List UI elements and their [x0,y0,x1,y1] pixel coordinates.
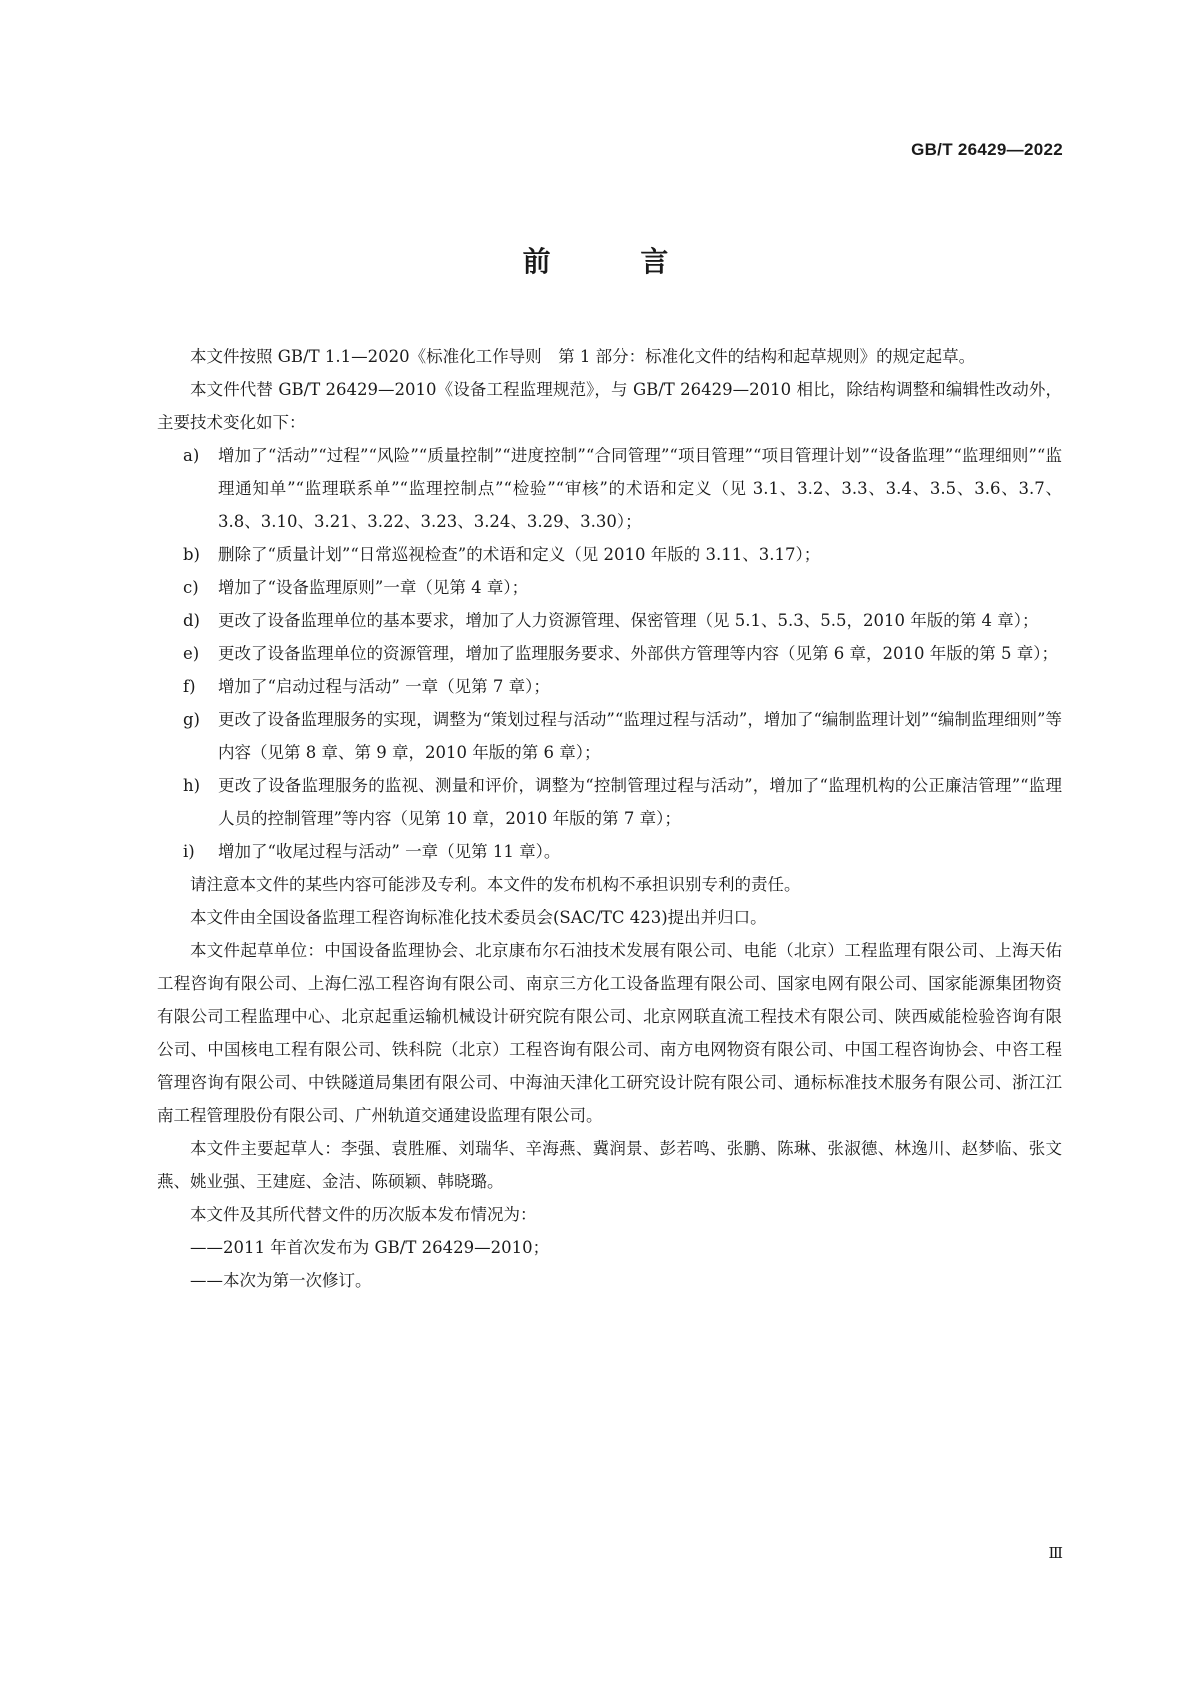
list-marker: a) [183,446,200,465]
list-item-text: 更改了设备监理服务的实现，调整为“策划过程与活动”“监理过程与活动”，增加了“编制监理计划”“编制监理细则”等内容（见第 8 章、第 9 章，2010 年版的第 6 章）； [218,710,1062,762]
list-item-text: 更改了设备监理单位的资源管理，增加了监理服务要求、外部供方管理等内容（见第 6 章，2010 年版的第 5 章）； [218,644,1058,663]
list-item-text: 增加了“设备监理原则”一章（见第 4 章）； [218,578,529,597]
list-marker: i) [183,842,195,861]
page-number: Ⅲ [1048,1544,1063,1562]
list-item [157,769,1062,835]
page-title: 前 言 [522,245,709,278]
drafters-paragraph: 本文件主要起草人：李强、袁胜雁、刘瑞华、辛海燕、冀润景、彭若鸣、张鹏、陈琳、张淑德、林逸川、赵梦临、张文燕、姚业强、王建庭、金洁、陈硕颖、韩晓璐。 [157,1139,1062,1191]
committee-paragraph: 本文件由全国设备监理工程咨询标准化技术委员会(SAC/TC 423)提出并归口。 [190,908,767,927]
list-item [157,703,1062,769]
changes-list [157,439,1062,868]
list-item [157,538,1062,571]
list-item [157,571,1062,604]
list-item-text: 增加了“活动”“过程”“风险”“质量控制”“进度控制”“合同管理”“项目管理”“项目管理计划”“设备监理”“监理细则”“监理通知单”“监理联系单”“监理控制点”“检验”“审核”的术语和定义（见 3.1、3.2、3.3、3.4、3.5、3.6、3.7、3.8、3.10、3.21、3.22、3.23、3.24、3.29、3.30）； [218,446,1062,531]
list-item [157,637,1062,670]
list-item [157,670,1062,703]
history-intro: 本文件及其所代替文件的历次版本发布情况为： [190,1205,537,1224]
list-marker: e) [183,644,200,663]
history-item: ——2011 年首次发布为 GB/T 26429—2010； [190,1238,550,1257]
intro-paragraph-2: 本文件代替 GB/T 26429—2010《设备工程监理规范》，与 GB/T 26429—2010 相比，除结构调整和编辑性改动外，主要技术变化如下： [157,380,1062,432]
list-marker: g) [183,710,200,729]
list-item-text: 增加了“收尾过程与活动” 一章（见第 11 章）。 [218,842,561,861]
intro-paragraph-1: 本文件按照 GB/T 1.1—2020《标准化工作导则 第 1 部分：标准化文件的结构和起草规则》的规定起草。 [190,347,976,366]
list-item [157,439,1062,538]
patent-notice: 请注意本文件的某些内容可能涉及专利。本文件的发布机构不承担识别专利的责任。 [190,875,801,894]
list-marker: c) [183,578,199,597]
list-marker: b) [183,545,200,564]
list-marker: f) [183,677,196,696]
list-item [157,835,1062,868]
list-item-text: 更改了设备监理单位的基本要求，增加了人力资源管理、保密管理（见 5.1、5.3、5.5，2010 年版的第 4 章）； [218,611,1039,630]
list-marker: h) [183,776,201,795]
document-body [157,340,1062,1297]
list-item-text: 增加了“启动过程与活动” 一章（见第 7 章）； [218,677,550,696]
list-marker: d) [183,611,200,630]
list-item-text: 更改了设备监理服务的监视、测量和评价，调整为“控制管理过程与活动”，增加了“监理机构的公正廉洁管理”“监理人员的控制管理”等内容（见第 10 章，2010 年版的第 7 章）； [218,776,1062,828]
list-item [157,604,1062,637]
drafting-units-paragraph: 本文件起草单位：中国设备监理协会、北京康布尔石油技术发展有限公司、电能（北京）工程监理有限公司、上海天佑工程咨询有限公司、上海仁泓工程咨询有限公司、南京三方化工设备监理有限公司、国家电网有限公司、国家能源集团物资有限公司工程监理中心、北京起重运输机械设计研究院有限公司、北京网联直流工程技术有限公司、陕西威能检验咨询有限公司、中国核电工程有限公司、铁科院（北京）工程咨询有限公司、南方电网物资有限公司、中国工程咨询协会、中咨工程管理咨询有限公司、中铁隧道局集团有限公司、中海油天津化工研究设计院有限公司、通标标准技术服务有限公司、浙江江南工程管理股份有限公司、广州轨道交通建设监理有限公司。 [157,941,1062,1125]
standard-number: GB/T 26429—2022 [911,140,1063,159]
list-item-text: 删除了“质量计划”“日常巡视检查”的术语和定义（见 2010 年版的 3.11、3.17）； [218,545,821,564]
history-item: ——本次为第一次修订。 [190,1271,372,1290]
